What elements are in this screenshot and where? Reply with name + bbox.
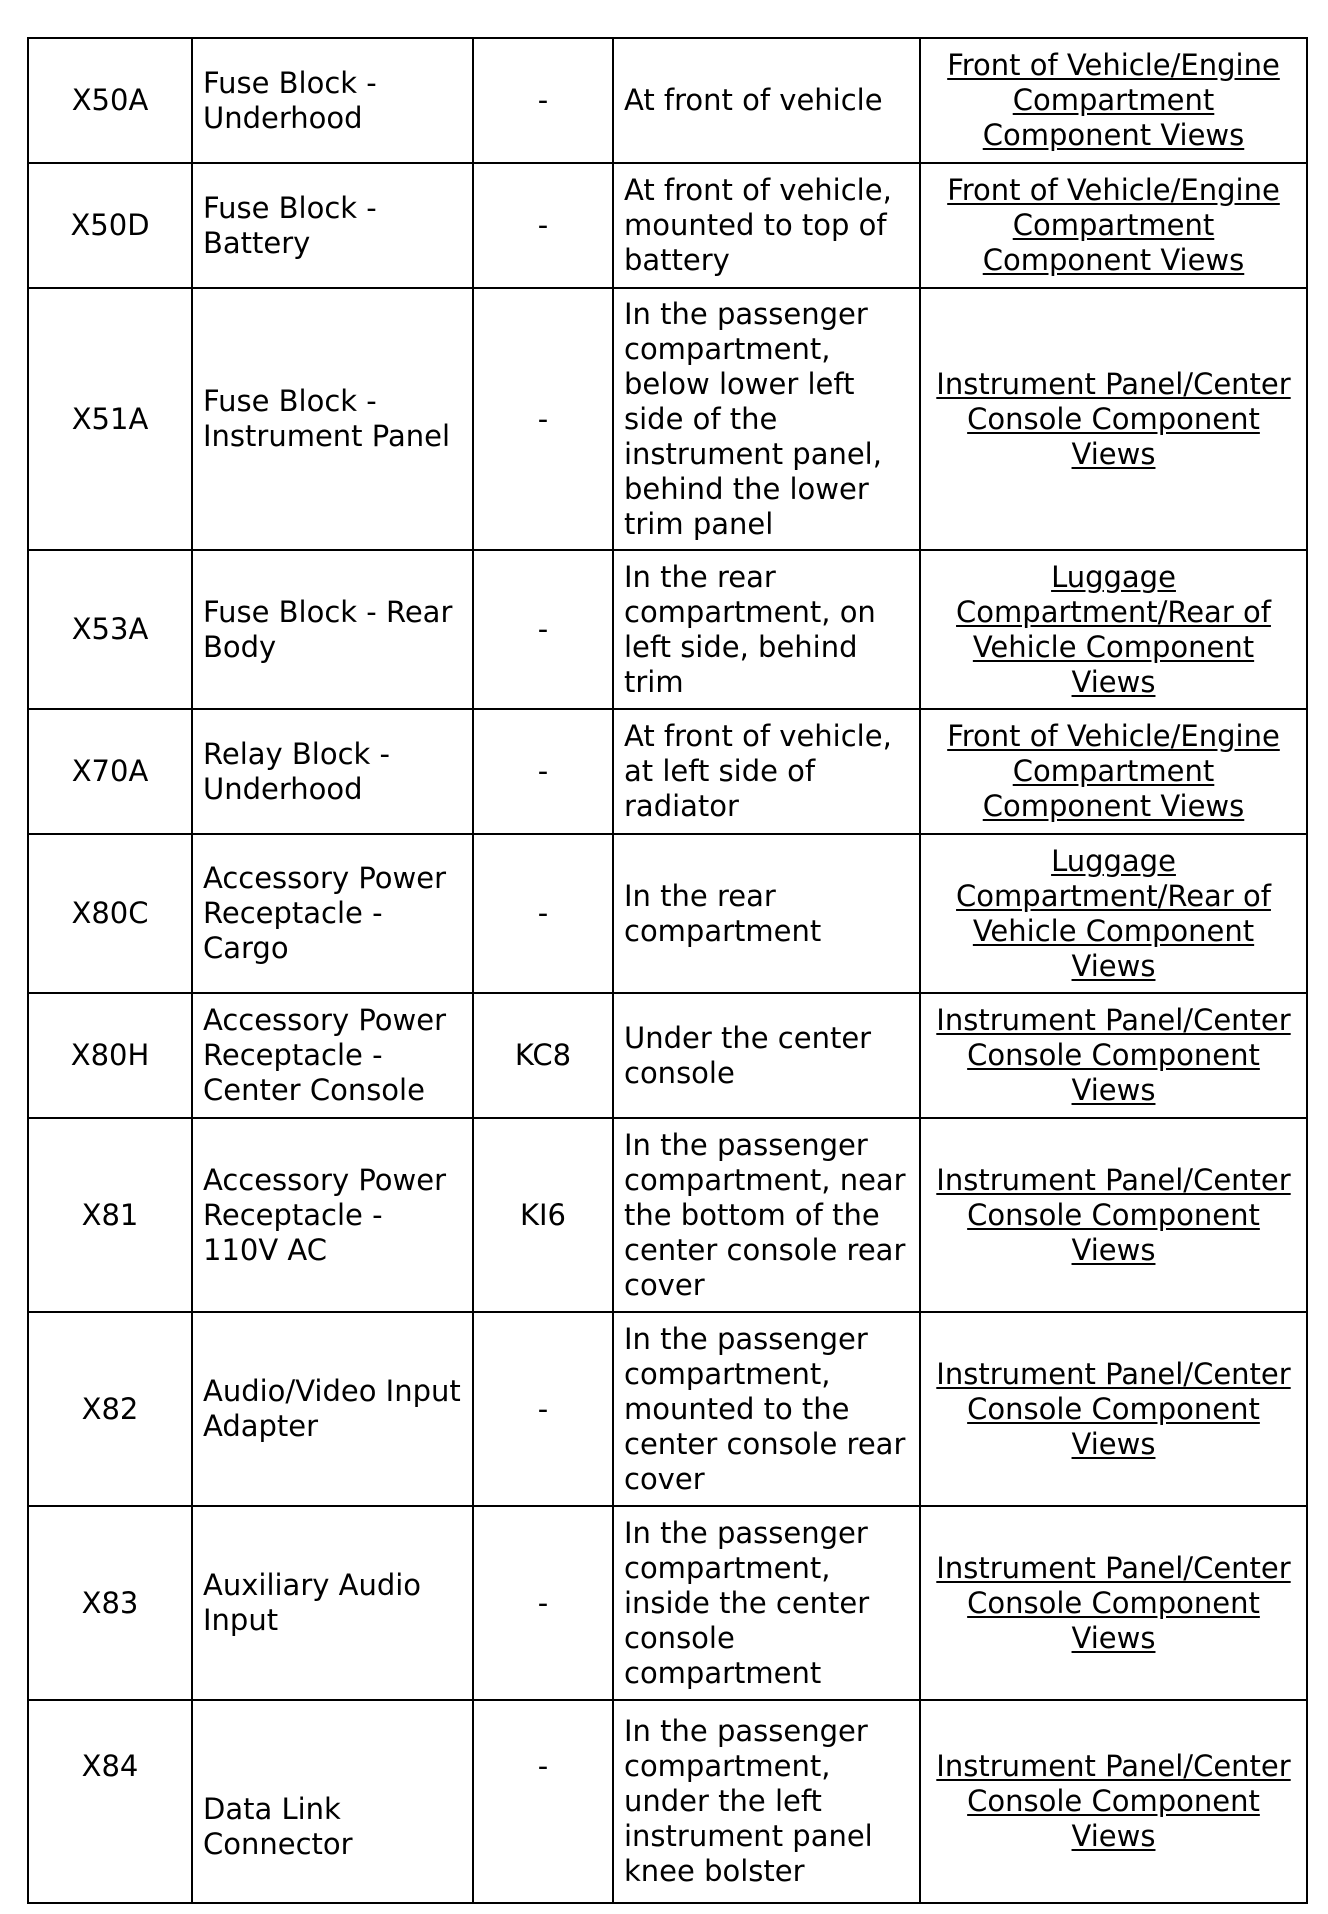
component-view-link[interactable]: Luggage Compartment/Rear of Vehicle Component Views [956,843,1271,983]
table-row [28,1700,1307,1903]
component-name: Data Link Connector [192,1700,473,1903]
component-view-link[interactable]: Instrument Panel/Center Console Component Views [936,366,1291,471]
component-view-cell [920,709,1307,834]
component-location: In the passenger compartment, under the left instrument panel knee bolster [613,1700,920,1903]
component-name: Fuse Block - Battery [192,163,473,288]
option-code: - [473,1506,613,1700]
option-code: - [473,1312,613,1506]
component-location: Under the center console [613,993,920,1118]
component-location: At front of vehicle, mounted to top of battery [613,163,920,288]
table-row [28,38,1307,163]
table-row [28,1506,1307,1700]
option-code: - [473,163,613,288]
component-view-link[interactable]: Instrument Panel/Center Console Component Views [936,1550,1291,1655]
component-view-link[interactable]: Luggage Compartment/Rear of Vehicle Component Views [956,559,1271,699]
option-code: - [473,709,613,834]
component-number: X84 [28,1700,192,1903]
component-number: X53A [28,550,192,709]
component-location-table [27,37,1308,1904]
component-number: X51A [28,288,192,550]
table-row [28,288,1307,550]
component-number: X82 [28,1312,192,1506]
component-number: X80H [28,993,192,1118]
option-code: - [473,550,613,709]
option-code: KC8 [473,993,613,1118]
component-view-link[interactable]: Front of Vehicle/Engine Compartment Component Views [947,48,1280,152]
table-row [28,1312,1307,1506]
component-number: X70A [28,709,192,834]
component-name: Audio/Video Input Adapter [192,1312,473,1506]
component-view-cell [920,38,1307,163]
component-view-link[interactable]: Front of Vehicle/Engine Compartment Component Views [947,173,1280,277]
option-code: - [473,834,613,993]
component-location: In the passenger compartment, near the bottom of the center console rear cover [613,1118,920,1312]
component-view-cell [920,550,1307,709]
component-view-cell [920,288,1307,550]
component-view-cell [920,993,1307,1118]
component-number: X83 [28,1506,192,1700]
component-location: In the rear compartment [613,834,920,993]
component-view-link[interactable]: Instrument Panel/Center Console Component Views [936,1356,1291,1461]
table-row [28,709,1307,834]
component-name: Accessory Power Receptacle - Cargo [192,834,473,993]
table-row [28,834,1307,993]
component-view-cell [920,834,1307,993]
component-name: Accessory Power Receptacle - 110V AC [192,1118,473,1312]
component-view-link[interactable]: Instrument Panel/Center Console Component Views [936,1162,1291,1267]
component-location: In the passenger compartment, below lower left side of the instrument panel, behind the lower trim panel [613,288,920,550]
component-view-cell [920,1700,1307,1903]
component-location: At front of vehicle [613,38,920,163]
component-location: At front of vehicle, at left side of radiator [613,709,920,834]
option-code: KI6 [473,1118,613,1312]
table-row [28,993,1307,1118]
component-view-cell [920,1506,1307,1700]
component-view-cell [920,163,1307,288]
component-location: In the passenger compartment, mounted to the center console rear cover [613,1312,920,1506]
component-name: Auxiliary Audio Input [192,1506,473,1700]
component-number: X50D [28,163,192,288]
option-code: - [473,1700,613,1903]
component-name: Fuse Block - Underhood [192,38,473,163]
component-view-link[interactable]: Front of Vehicle/Engine Compartment Component Views [947,719,1280,823]
option-code: - [473,38,613,163]
table-row [28,550,1307,709]
component-view-cell [920,1118,1307,1312]
component-name: Fuse Block - Instrument Panel [192,288,473,550]
component-name: Accessory Power Receptacle - Center Console [192,993,473,1118]
component-location: In the rear compartment, on left side, behind trim [613,550,920,709]
component-number: X81 [28,1118,192,1312]
component-name: Relay Block - Underhood [192,709,473,834]
component-number: X80C [28,834,192,993]
component-location: In the passenger compartment, inside the center console compartment [613,1506,920,1700]
component-view-link[interactable]: Instrument Panel/Center Console Component Views [936,1749,1291,1853]
component-name: Fuse Block - Rear Body [192,550,473,709]
component-view-cell [920,1312,1307,1506]
table-row [28,163,1307,288]
table-row [28,1118,1307,1312]
component-view-link[interactable]: Instrument Panel/Center Console Component Views [936,1003,1291,1107]
component-number: X50A [28,38,192,163]
option-code: - [473,288,613,550]
